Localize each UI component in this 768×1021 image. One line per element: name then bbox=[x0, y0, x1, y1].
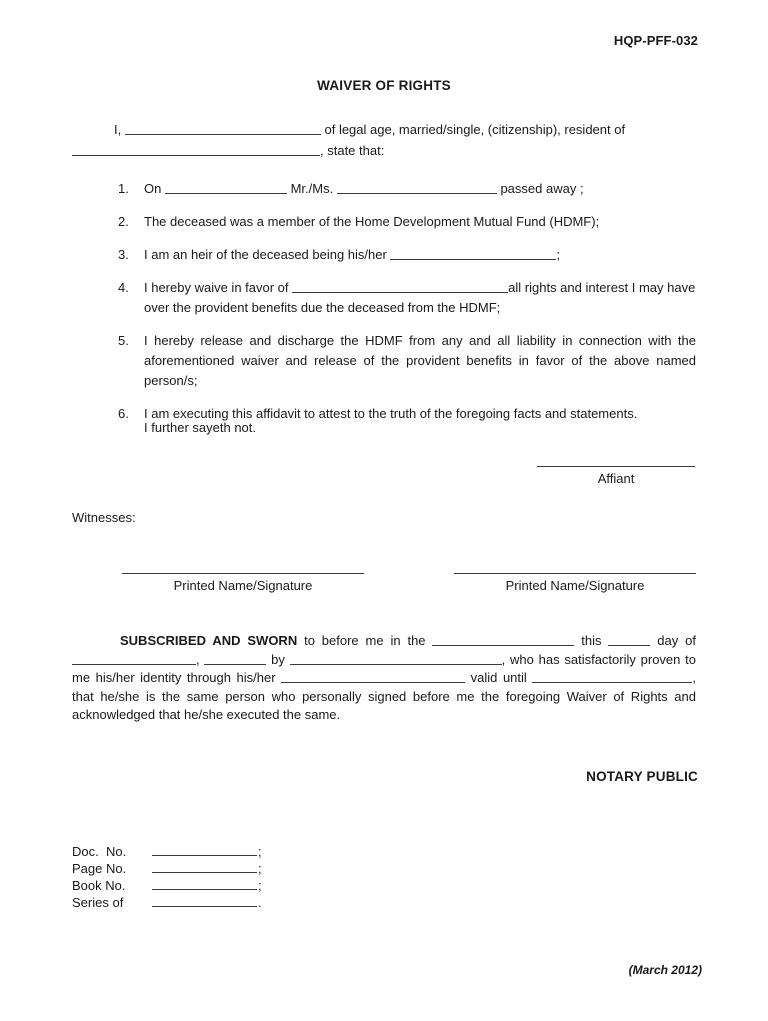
intro-paragraph bbox=[72, 119, 696, 161]
register-label: Page No. bbox=[72, 861, 127, 876]
jurat-s3: day of bbox=[657, 633, 696, 648]
register-label: Series of bbox=[72, 895, 124, 910]
witness-slot-2 bbox=[454, 573, 696, 593]
clause-3-part-c: ; bbox=[556, 247, 561, 262]
jurat-validity-blank[interactable] bbox=[532, 670, 692, 683]
jurat-s7: valid until bbox=[470, 670, 527, 685]
register-label: Doc. No. bbox=[72, 844, 127, 859]
clause-item bbox=[118, 245, 696, 265]
notary-public-label: NOTARY PUBLIC bbox=[586, 769, 698, 784]
jurat-place-blank[interactable] bbox=[432, 633, 574, 646]
witness-slot-1 bbox=[122, 573, 364, 593]
clause-number: 6. bbox=[118, 406, 129, 421]
clause-text bbox=[144, 278, 696, 318]
affiant-label: Affiant bbox=[597, 471, 635, 486]
clause-1-part-c: passed away ; bbox=[500, 181, 584, 196]
intro-after-name: of legal age, married/single, (citizenship), resident of bbox=[324, 122, 626, 137]
jurat-id-blank[interactable] bbox=[281, 670, 465, 683]
notarial-register-block bbox=[72, 843, 262, 911]
clause-text bbox=[144, 179, 696, 199]
witness-signature-row bbox=[122, 573, 696, 593]
clause-number: 4. bbox=[118, 280, 129, 295]
jurat-year-blank[interactable] bbox=[204, 651, 266, 664]
register-terminator: . bbox=[258, 895, 262, 910]
revision-date: (March 2012) bbox=[628, 963, 702, 977]
jurat-paragraph bbox=[72, 632, 696, 725]
clause-item bbox=[118, 278, 696, 318]
register-terminator: ; bbox=[258, 878, 262, 893]
jurat-day-blank[interactable] bbox=[608, 633, 650, 646]
clause-item bbox=[118, 212, 696, 232]
date-of-death-blank[interactable] bbox=[165, 181, 287, 194]
clause-4-part-a: I hereby waive in favor of bbox=[144, 280, 289, 295]
jurat-s6: , who has satisfactorily proven to me his/her identity through his/her bbox=[72, 651, 696, 685]
clause-number: 5. bbox=[118, 333, 129, 348]
page-no-blank[interactable] bbox=[152, 860, 257, 873]
clause-text: I am executing this affidavit to attest to the truth of the foregoing facts and statements. bbox=[144, 406, 638, 421]
witness-1-signature-line[interactable] bbox=[122, 573, 364, 574]
relationship-blank[interactable] bbox=[390, 247, 556, 260]
book-no-blank[interactable] bbox=[152, 877, 257, 890]
jurat-affiant-blank[interactable] bbox=[290, 651, 502, 664]
clause-text: I hereby release and discharge the HDMF from any and all liability in connection with the aforementioned waiver and release of the provident benefits in favor of the above named person/s; bbox=[144, 333, 696, 388]
affiant-name-blank[interactable] bbox=[125, 122, 321, 135]
clause-number: 3. bbox=[118, 247, 129, 262]
clause-text: The deceased was a member of the Home Development Mutual Fund (HDMF); bbox=[144, 214, 600, 229]
series-of-blank[interactable] bbox=[152, 894, 257, 907]
form-code: HQP-PFF-032 bbox=[613, 33, 698, 48]
jurat-month-blank[interactable] bbox=[72, 651, 196, 664]
affiant-address-blank[interactable] bbox=[72, 143, 320, 156]
clause-number: 2. bbox=[118, 214, 129, 229]
witness-1-label: Printed Name/Signature bbox=[173, 578, 313, 593]
jurat-s1: to before me in the bbox=[304, 633, 426, 648]
clause-text bbox=[144, 245, 696, 265]
jurat-s2: this bbox=[581, 633, 602, 648]
affiant-signature-line[interactable] bbox=[537, 466, 695, 467]
clause-item bbox=[118, 331, 696, 391]
register-row-series-of bbox=[72, 894, 262, 911]
intro-after-address: , state that: bbox=[320, 143, 385, 158]
waiver-beneficiary-blank[interactable] bbox=[292, 280, 508, 293]
intro-lead: I, bbox=[114, 122, 122, 137]
clause-4-part-c: all rights and interest I may have over the provident benefits due the deceased from the HDMF; bbox=[144, 280, 696, 315]
register-row-book-no bbox=[72, 877, 262, 894]
clause-number: 1. bbox=[118, 181, 129, 196]
clause-1-part-a: On bbox=[144, 181, 162, 196]
witnesses-heading: Witnesses: bbox=[72, 510, 136, 525]
jurat-bold-lead: SUBSCRIBED AND SWORN bbox=[120, 633, 298, 648]
clause-1-part-b: Mr./Ms. bbox=[290, 181, 334, 196]
witness-2-label: Printed Name/Signature bbox=[505, 578, 645, 593]
jurat-s8: , that he/she is the same person who personally signed before me the foregoing Waiver of Rights and acknowledged that he/she executed the same. bbox=[72, 670, 696, 722]
register-label: Book No. bbox=[72, 878, 126, 893]
further-sayeth-text: I further sayeth not. bbox=[144, 420, 257, 435]
clause-item bbox=[118, 179, 696, 199]
doc-no-blank[interactable] bbox=[152, 843, 257, 856]
register-row-page-no bbox=[72, 860, 262, 877]
jurat-s4: , bbox=[196, 651, 200, 667]
clause-3-part-a: I am an heir of the deceased being his/her bbox=[144, 247, 387, 262]
jurat-s5: by bbox=[271, 651, 285, 667]
register-terminator: ; bbox=[258, 861, 262, 876]
affiant-signature-block bbox=[537, 466, 695, 486]
deceased-name-blank[interactable] bbox=[337, 181, 497, 194]
register-terminator: ; bbox=[258, 844, 262, 859]
page-title: WAIVER OF RIGHTS bbox=[317, 78, 451, 93]
witness-2-signature-line[interactable] bbox=[454, 573, 696, 574]
register-row-doc-no bbox=[72, 843, 262, 860]
clause-list bbox=[118, 179, 696, 437]
